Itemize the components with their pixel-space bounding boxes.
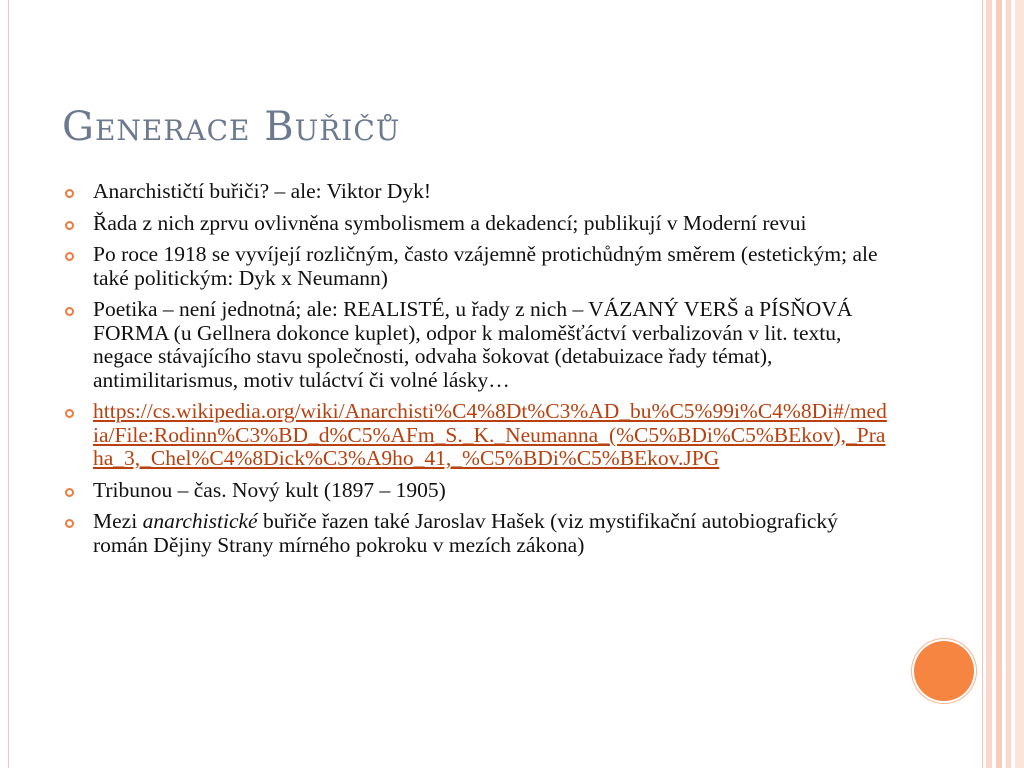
stripe [996, 0, 1002, 768]
list-item [62, 400, 892, 471]
bullet-circle-icon [65, 307, 74, 316]
decorative-stripes [983, 0, 1024, 768]
bullet-text-emphasis: anarchistické [142, 509, 258, 533]
bullet-text-prefix: Mezi [93, 509, 143, 533]
wikipedia-link[interactable]: https://cs.wikipedia.org/wiki/Anarchisti%C4%8Dt%C3%AD_bu%C5%99i%C4%8Di#/media/File:Rodinn%C3%BD_d%C5%AFm_S._K._Neumanna_(%C5%BDi%C5%BEkov),_Praha_3,_Chel%C4%8Dick%C3%A9ho_41,_%C5%BDi%C5%BEkov.JPG [93, 399, 887, 470]
stripe [1006, 0, 1011, 768]
slide-title: Generace Buřičů [62, 104, 401, 150]
bullet-text: Řada z nich zprvu ovlivněna symbolismem a dekadencí; publikují v Moderní revui [93, 210, 807, 235]
bullet-circle-icon [65, 221, 74, 230]
list-item [62, 180, 892, 204]
bullet-text: Po roce 1918 se vyvíjejí rozličným, často vzájemně protichůdným směrem (estetickým; ale také politickým: Dyk x Neumann) [93, 242, 878, 290]
bullet-circle-icon [65, 252, 74, 261]
bullet-circle-icon [65, 488, 74, 497]
bullet-text: Anarchističtí buřiči? – ale: Viktor Dyk! [93, 179, 432, 203]
bullet-text: Tribunou – čas. Nový kult (1897 – 1905) [93, 477, 446, 502]
decorative-orange-circle [914, 641, 974, 701]
list-item [62, 243, 892, 290]
stripe [986, 0, 992, 768]
bullet-text-suffix: buřiče řazen také Jaroslav Hašek (viz mystifikační autobiografický román Dějiny Strany mírného pokroku v mezích zákona) [93, 509, 838, 557]
list-item [62, 479, 892, 503]
list-item [62, 298, 892, 392]
stripe [1015, 0, 1024, 768]
bullet-circle-icon [65, 189, 74, 198]
bullet-text: Poetika – není jednotná; ale: REALISTÉ, u řady z nich – VÁZANÝ VERŠ a PÍSŇOVÁ FORMA (u Gellnera dokonce kuplet), odpor k maloměšťáctví verbalizován v lit. textu, negace stávajícího stavu společnosti, odvaha šokovat (detabuizace řady témat), antimilitarismus, motiv tuláctví či volné lásky… [93, 297, 853, 392]
bullet-circle-icon [65, 409, 74, 418]
list-item [62, 212, 892, 236]
list-item [62, 510, 892, 557]
bullet-list [62, 180, 892, 565]
bullet-circle-icon [65, 519, 74, 528]
